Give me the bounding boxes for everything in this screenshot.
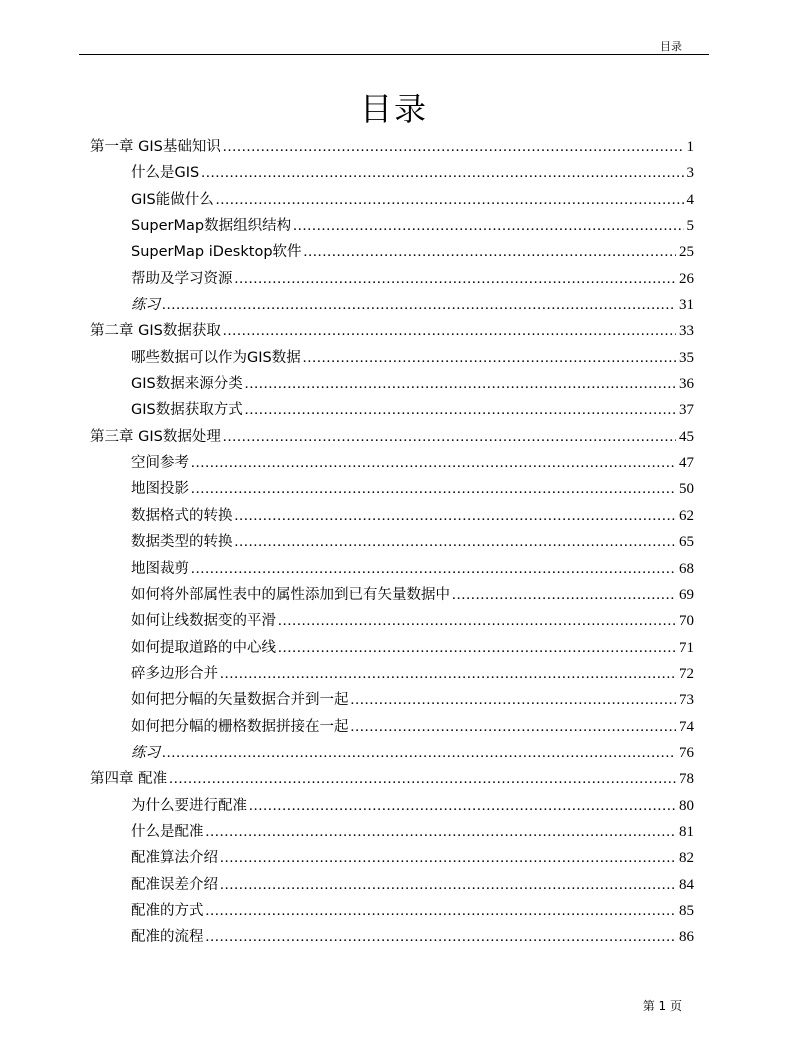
toc-entry-label: 配准的方式: [131, 902, 204, 919]
dot-leader: [223, 318, 676, 344]
toc-entry[interactable]: [90, 503, 694, 529]
toc-page-number: 71: [679, 639, 694, 656]
toc-entry-label: 配准的流程: [131, 929, 204, 946]
toc-entry[interactable]: [90, 476, 694, 502]
toc-entry-label: 地图裁剪: [131, 560, 189, 577]
toc-entry[interactable]: [90, 898, 694, 924]
toc-page-number: 45: [679, 428, 694, 445]
dot-leader: [201, 160, 683, 186]
dot-leader: [452, 582, 676, 608]
toc-entry[interactable]: [90, 582, 694, 608]
toc-entry[interactable]: [90, 845, 694, 871]
toc-page-number: 80: [679, 797, 694, 814]
toc-entry[interactable]: [90, 266, 694, 292]
toc-entry-label: 配准误差介绍: [131, 876, 218, 893]
toc-page-number: 37: [679, 402, 694, 419]
toc-page-number: 72: [679, 665, 694, 682]
toc-entry-label: 哪些数据可以作为GIS数据: [131, 349, 301, 366]
dot-leader: [223, 134, 684, 160]
dot-leader: [220, 661, 676, 687]
toc-entry[interactable]: [90, 345, 694, 371]
toc-entry-label: 如何提取道路的中心线: [131, 639, 276, 656]
toc-entry-label: 如何让线数据变的平滑: [131, 613, 276, 630]
toc-entry[interactable]: [90, 872, 694, 898]
toc-entry[interactable]: [90, 740, 694, 766]
dot-leader: [351, 714, 677, 740]
table-of-contents: [90, 134, 694, 951]
toc-page-number: 33: [679, 323, 694, 340]
toc-entry[interactable]: [90, 187, 694, 213]
toc-entry-label: GIS能做什么: [131, 191, 214, 208]
dot-leader: [303, 345, 676, 371]
toc-page-number: 47: [679, 455, 694, 472]
toc-page-number: 76: [679, 744, 694, 761]
dot-leader: [293, 213, 683, 239]
toc-entry[interactable]: [90, 160, 694, 186]
toc-entry[interactable]: [90, 134, 694, 160]
toc-entry-label: 第四章 配准: [90, 771, 168, 788]
dot-leader: [220, 845, 676, 871]
toc-entry-label: 第一章 GIS基础知识: [90, 139, 221, 155]
toc-entry[interactable]: [90, 714, 694, 740]
dot-leader: [191, 556, 676, 582]
toc-entry-label: 数据类型的转换: [131, 534, 233, 551]
toc-page-number: 70: [679, 613, 694, 630]
toc-entry[interactable]: [90, 318, 694, 344]
toc-entry[interactable]: [90, 793, 694, 819]
toc-entry[interactable]: [90, 766, 694, 792]
toc-page-number: 62: [679, 507, 694, 524]
toc-entry-label: 如何把分幅的栅格数据拼接在一起: [131, 718, 349, 735]
dot-leader: [220, 872, 676, 898]
toc-entry-label: 空间参考: [131, 455, 189, 472]
toc-entry[interactable]: [90, 292, 694, 318]
header-divider: [79, 54, 709, 55]
toc-page-number: 81: [679, 823, 694, 840]
toc-entry[interactable]: [90, 371, 694, 397]
dot-leader: [206, 924, 677, 950]
page-footer: 第 1 页: [642, 999, 682, 1013]
dot-leader: [235, 266, 677, 292]
dot-leader: [304, 239, 676, 265]
toc-page-number: 84: [679, 876, 694, 893]
toc-page-number: 3: [686, 165, 694, 182]
toc-entry[interactable]: [90, 924, 694, 950]
toc-entry-label: 如何把分幅的矢量数据合并到一起: [131, 692, 349, 709]
toc-page-number: 65: [679, 534, 694, 551]
toc-entry[interactable]: [90, 556, 694, 582]
toc-entry[interactable]: [90, 635, 694, 661]
toc-page-number: 85: [679, 902, 694, 919]
toc-entry[interactable]: [90, 213, 694, 239]
toc-page-number: 78: [679, 771, 694, 788]
toc-entry[interactable]: [90, 424, 694, 450]
dot-leader: [249, 793, 676, 819]
toc-entry[interactable]: [90, 819, 694, 845]
toc-page-number: 82: [679, 850, 694, 867]
toc-entry-label: GIS数据来源分类: [131, 376, 243, 393]
toc-entry-label: 第三章 GIS数据处理: [90, 428, 221, 445]
dot-leader: [351, 687, 677, 713]
toc-page-number: 35: [679, 349, 694, 366]
toc-entry[interactable]: [90, 608, 694, 634]
toc-entry-label: 练习: [131, 297, 160, 314]
toc-page-number: 74: [679, 718, 694, 735]
dot-leader: [216, 187, 684, 213]
running-header: 目录: [660, 40, 682, 53]
dot-leader: [191, 476, 676, 502]
toc-entry[interactable]: [90, 661, 694, 687]
toc-entry-label: 什么是配准: [131, 823, 204, 840]
dot-leader: [223, 424, 676, 450]
toc-entry-label: 帮助及学习资源: [131, 270, 233, 287]
toc-entry-label: 数据格式的转换: [131, 507, 233, 524]
toc-entry[interactable]: [90, 450, 694, 476]
toc-entry[interactable]: [90, 529, 694, 555]
dot-leader: [278, 635, 676, 661]
toc-entry[interactable]: [90, 687, 694, 713]
toc-entry-label: SuperMap数据组织结构: [131, 218, 292, 235]
dot-leader: [235, 503, 677, 529]
toc-page-number: 31: [679, 297, 694, 314]
toc-entry-label: SuperMap iDesktop软件: [131, 244, 302, 261]
dot-leader: [162, 740, 676, 766]
toc-page-number: 69: [679, 586, 694, 603]
toc-entry-label: GIS数据获取方式: [131, 402, 243, 419]
dot-leader: [169, 766, 676, 792]
toc-page-number: 73: [679, 692, 694, 709]
toc-entry-label: 第二章 GIS数据获取: [90, 323, 221, 340]
dot-leader: [245, 371, 676, 397]
toc-entry-label: 为什么要进行配准: [131, 797, 247, 814]
toc-page-number: 25: [679, 244, 694, 261]
toc-page-number: 68: [679, 560, 694, 577]
toc-page-number: 86: [679, 929, 694, 946]
toc-entry-label: 配准算法介绍: [131, 850, 218, 867]
dot-leader: [206, 898, 677, 924]
dot-leader: [206, 819, 677, 845]
toc-page-number: 1: [686, 139, 694, 155]
dot-leader: [235, 529, 677, 555]
toc-entry-label: 碎多边形合并: [131, 665, 218, 682]
dot-leader: [191, 450, 676, 476]
page-title: 目录: [359, 90, 428, 128]
toc-entry-label: 练习: [131, 744, 160, 761]
toc-entry-label: 地图投影: [131, 481, 189, 498]
toc-page-number: 36: [679, 376, 694, 393]
toc-page-number: 5: [686, 218, 694, 235]
toc-page-number: 4: [686, 191, 694, 208]
dot-leader: [162, 292, 676, 318]
toc-entry-label: 如何将外部属性表中的属性添加到已有矢量数据中: [131, 586, 450, 603]
toc-entry[interactable]: [90, 397, 694, 423]
dot-leader: [278, 608, 676, 634]
toc-entry-label: 什么是GIS: [131, 165, 200, 182]
dot-leader: [245, 397, 676, 423]
toc-page-number: 50: [679, 481, 694, 498]
toc-page-number: 26: [679, 270, 694, 287]
toc-entry[interactable]: [90, 239, 694, 265]
